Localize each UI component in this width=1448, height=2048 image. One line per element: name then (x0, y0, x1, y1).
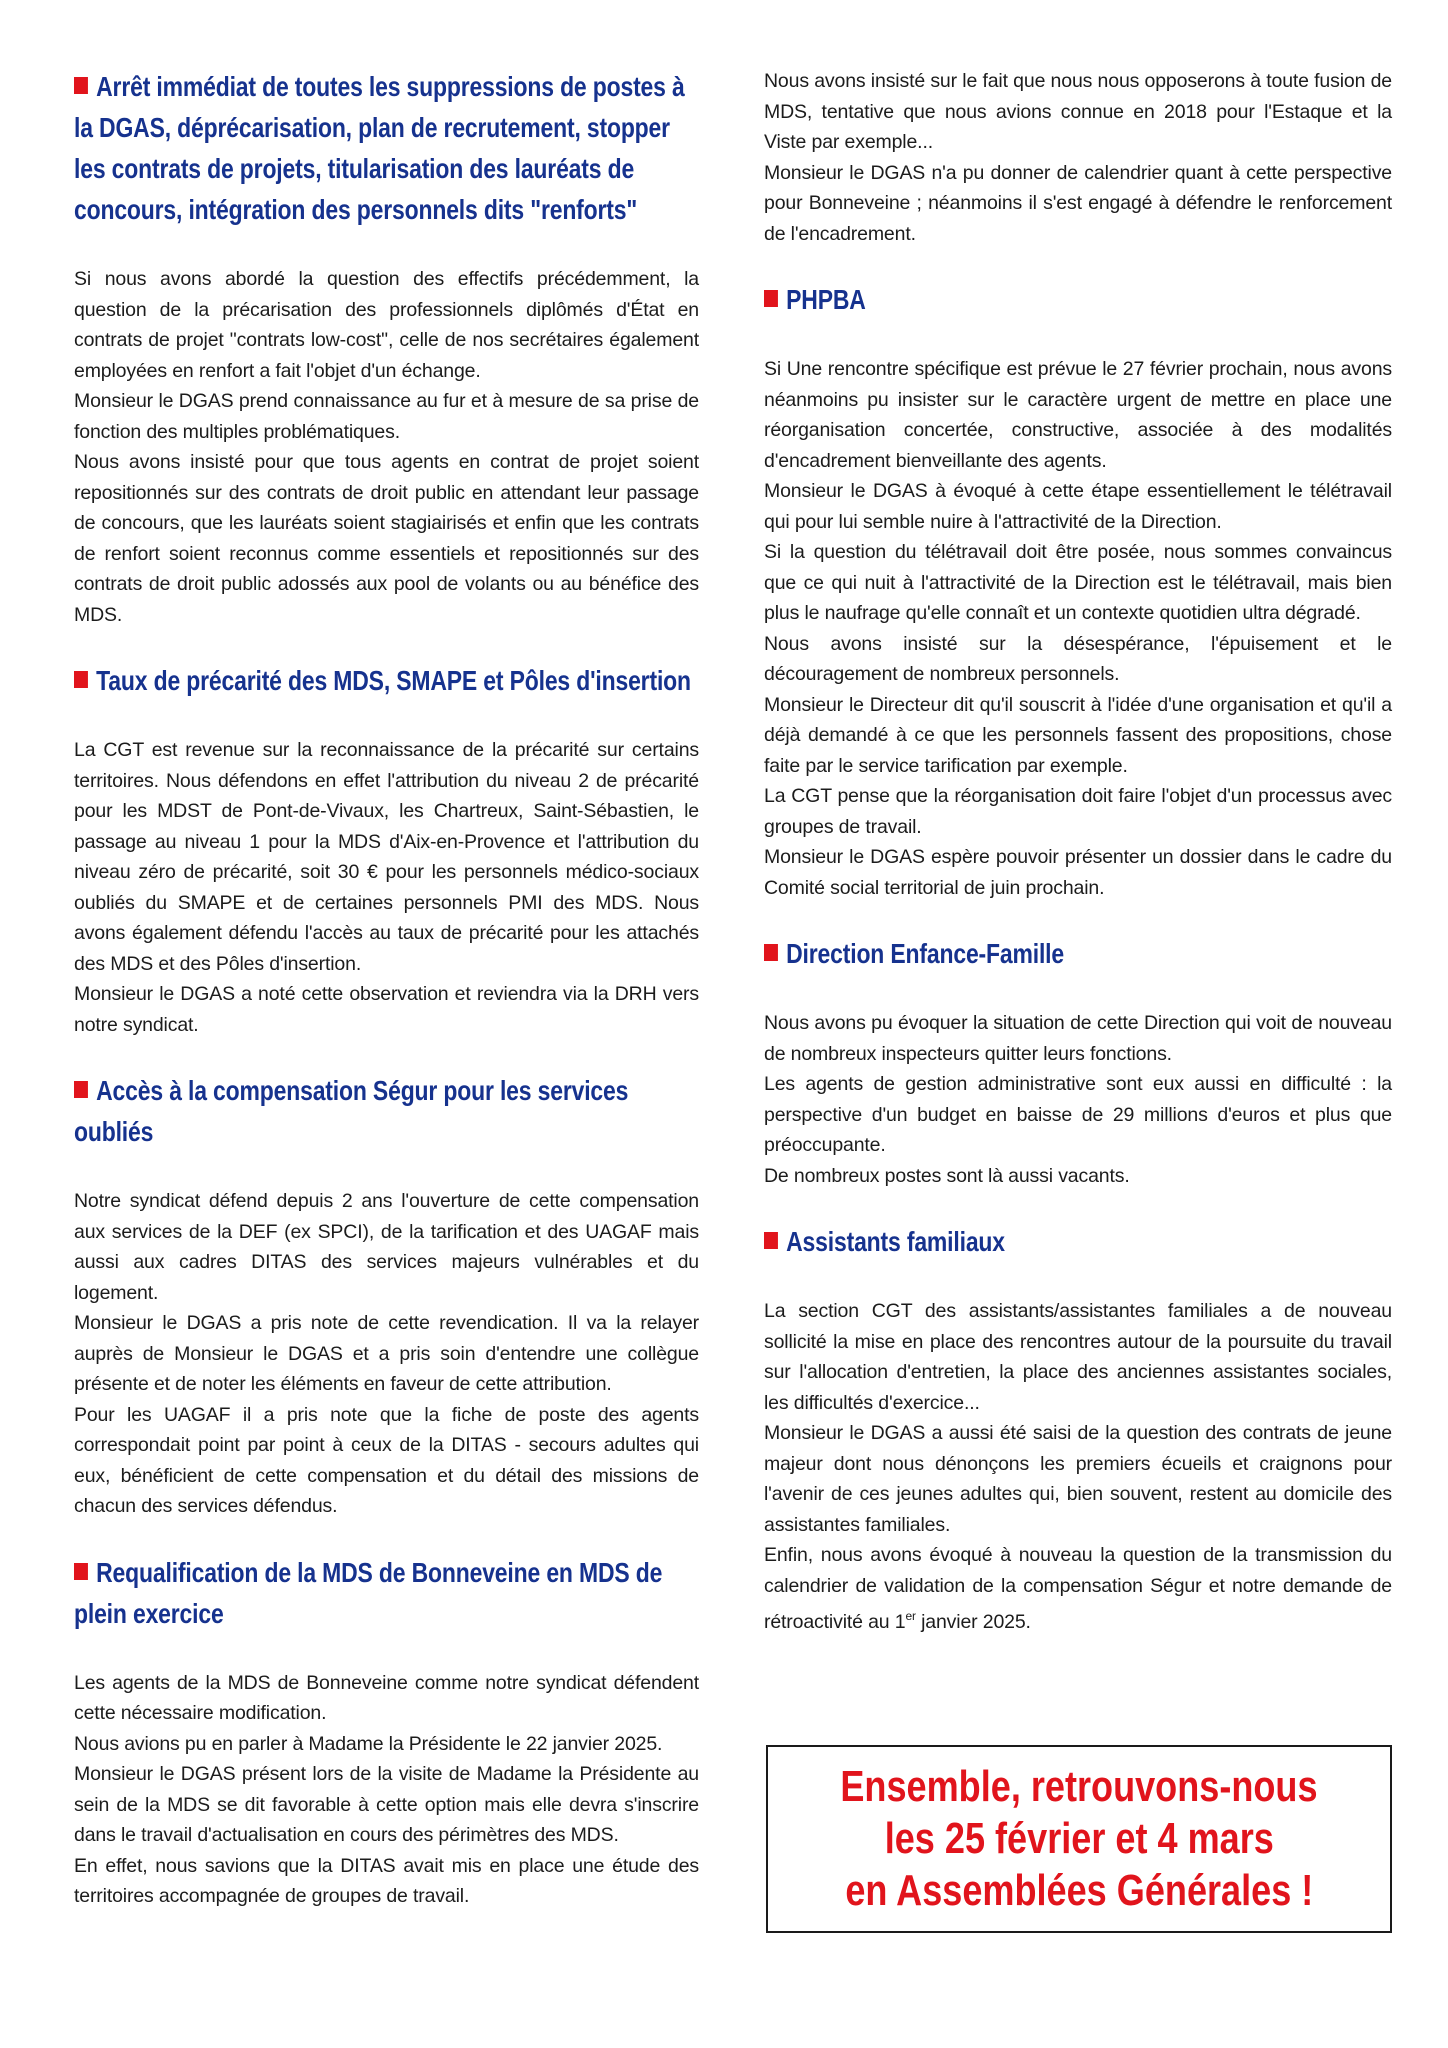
section-title: Direction Enfance-Famille (764, 933, 1392, 974)
section-compensation-segur (74, 1070, 699, 1522)
paragraph: Monsieur le Directeur dit qu'il souscrit à l'idée d'une organisation et qu'il a déjà demandé à ce que les personnels fassent des propositions, chose faite par le service tarification par exemple. (764, 693, 1392, 777)
paragraph: Monsieur le DGAS prend connaissance au fur et à mesure de sa prise de fonction des multiples problématiques. (74, 390, 699, 443)
section-body (74, 264, 699, 630)
paragraph: La section CGT des assistants/assistantes familiales a de nouveau sollicité la mise en place des rencontres autour de la poursuite du travail sur l'allocation d'entretien, la place des anciennes assistantes sociales, les difficultés d'exercice... (764, 1300, 1392, 1414)
red-square-bullet-icon (74, 77, 88, 94)
section-body (74, 1668, 699, 1912)
cta-line: en Assemblées Générales ! (845, 1866, 1313, 1915)
paragraph: Monsieur le DGAS a noté cette observation et reviendra via la DRH vers notre syndicat. (74, 983, 699, 1036)
section-taux-precarite (74, 660, 699, 1040)
red-square-bullet-icon (74, 1563, 88, 1580)
paragraph: Les agents de la MDS de Bonneveine comme notre syndicat défendent cette nécessaire modification. (74, 1671, 699, 1724)
section-requalification-bonneveine (74, 1552, 699, 1912)
section-title: PHPBA (764, 279, 1392, 320)
paragraph: Monsieur le DGAS a pris note de cette revendication. Il va la relayer auprès de Monsieur le DGAS et a pris soin d'entendre une collègue présente et de noter les éléments en faveur de cette attribution. (74, 1312, 699, 1395)
red-square-bullet-icon (764, 944, 778, 961)
paragraph: Nous avons insisté sur la désespérance, l'épuisement et le découragement de nombreux personnels. (764, 632, 1392, 685)
paragraph: Si Une rencontre spécifique est prévue le 27 février prochain, nous avons néanmoins pu insister sur le caractère urgent de mettre en place une réorganisation concertée, constructive, associée à des modalités d'encadrement bienveillante des agents. (764, 358, 1392, 472)
paragraph: Nous avons pu évoquer la situation de cette Direction qui voit de nouveau de nombreux inspecteurs quitter leurs fonctions. (764, 1012, 1392, 1065)
paragraph: Notre syndicat défend depuis 2 ans l'ouverture de cette compensation aux services de la DEF (ex SPCI), de la tarification et des UAGAF mais aussi aux cadres DITAS des services majeurs vulnérables et du logement. (74, 1190, 699, 1304)
section-direction-enfance-famille (764, 933, 1392, 1191)
red-square-bullet-icon (74, 671, 88, 688)
paragraph: La CGT pense que la réorganisation doit faire l'objet d'un processus avec groupes de travail. (764, 785, 1392, 838)
paragraph: Si la question du télétravail doit être posée, nous sommes convaincus que ce qui nuit à l'attractivité de la Direction est le télétravail, mais bien plus le naufrage qu'elle connaît et un contexte quotidien ultra dégradé. (764, 541, 1392, 624)
section-title: Taux de précarité des MDS, SMAPE et Pôles d'insertion (74, 660, 699, 701)
cta-line: Ensemble, retrouvons-nous (840, 1762, 1318, 1811)
section-suppressions-postes (74, 66, 699, 630)
paragraph: Monsieur le DGAS a aussi été saisi de la question des contrats de jeune majeur dont nous dénonçons les premiers écueils et craignons pour l'avenir de ces jeunes adultes qui, bien souvent, restent au domicile des assistantes familiales. (764, 1422, 1392, 1536)
red-square-bullet-icon (764, 290, 778, 307)
section-body (74, 735, 699, 1040)
bonneveine-continuation (764, 66, 1392, 249)
paragraph: Monsieur le DGAS présent lors de la visite de Madame la Présidente au sein de la MDS se dit favorable à cette option mais elle devra s'inscrire dans le travail d'actualisation en cours des périmètres des MDS. (74, 1763, 699, 1846)
call-to-action-box (766, 1745, 1392, 1933)
section-title: Assistants familiaux (764, 1221, 1392, 1262)
section-body (764, 1008, 1392, 1191)
paragraph: Les agents de gestion administrative sont eux aussi en difficulté : la perspective d'un budget en baisse de 29 millions d'euros et plus que préoccupante. (764, 1073, 1392, 1156)
section-assistants-familiaux (764, 1221, 1392, 1638)
right-column (764, 66, 1392, 1638)
paragraph: Pour les UAGAF il a pris note que la fiche de poste des agents correspondait point par point à ceux de la DITAS - secours adultes qui eux, bénéficient de cette compensation et du détail des missions de chacun des services défendus. (74, 1403, 699, 1517)
paragraph: De nombreux postes sont là aussi vacants. (764, 1164, 1130, 1187)
paragraph: Nous avions pu en parler à Madame la Présidente le 22 janvier 2025. (74, 1732, 663, 1755)
section-title: Accès à la compensation Ségur pour les services oubliés (74, 1075, 629, 1147)
red-square-bullet-icon (74, 1081, 88, 1098)
paragraph: Monsieur le DGAS n'a pu donner de calendrier quant à cette perspective pour Bonneveine ; néanmoins il s'est engagé à défendre le renforcement de l'encadrement. (764, 161, 1392, 245)
red-square-bullet-icon (764, 1232, 778, 1249)
paragraph: Enfin, nous avons évoqué à nouveau la question de la transmission du calendrier de validation de la compensation Ségur et notre demande de rétroactivité au 1er janvier 2025. (764, 1544, 1392, 1633)
section-title: Requalification de la MDS de Bonneveine en MDS de plein exercice (74, 1556, 663, 1629)
paragraph: Monsieur le DGAS à évoqué à cette étape essentiellement le télétravail qui pour lui semble nuire à l'attractivité de la Direction. (764, 480, 1392, 533)
superscript: er (905, 1609, 916, 1623)
cta-line: les 25 février et 4 mars (884, 1814, 1274, 1863)
section-body (764, 1296, 1392, 1638)
section-body (74, 1186, 699, 1522)
left-column (74, 66, 699, 1912)
paragraph: Nous avons insisté sur le fait que nous nous opposerons à toute fusion de MDS, tentative que nous avions connue en 2018 pour l'Estaque et la Viste par exemple... (764, 70, 1392, 153)
section-phpba (764, 279, 1392, 903)
paragraph: En effet, nous savions que la DITAS avait mis en place une étude des territoires accompagnée de groupes de travail. (74, 1854, 699, 1907)
paragraph: Si nous avons abordé la question des effectifs précédemment, la question de la précarisation des professionnels diplômés d'État en contrats de projet "contrats low-cost", celle de nos secrétaires également employées en renfort a fait l'objet d'un échange. (74, 268, 699, 382)
paragraph: Nous avons insisté pour que tous agents en contrat de projet soient repositionnés sur des contrats de droit public en attendant leur passage de concours, que les lauréats soient stagiairisés et enfin que les contrats de renfort soient reconnus comme essentiels et repositionnés sur des contrats de droit public adossés aux pool de volants ou au bénéfice des MDS. (74, 451, 699, 626)
paragraph: La CGT est revenue sur la reconnaissance de la précarité sur certains territoires. Nous défendons en effet l'attribution du niveau 2 de précarité pour les MDST de Pont-de-Vivaux, les Chartreux, Saint-Sébastien, le passage au niveau 1 pour la MDS d'Aix-en-Provence et l'attribution du niveau zéro de précarité, soit 30 € pour les personnels médico-sociaux oubliés du SMAPE et de certaines personnels PMI des MDS. Nous avons également défendu l'accès au taux de précarité pour les attachés des MDS et des Pôles d'insertion. (74, 739, 699, 975)
section-title: Arrêt immédiat de toutes les suppressions de postes à la DGAS, déprécarisation, plan de recrutement, stopper les contrats de projets, titularisation des lauréats de concours, intégration des personnels dits "renforts" (74, 71, 685, 225)
section-body (764, 354, 1392, 903)
paragraph: Monsieur le DGAS espère pouvoir présenter un dossier dans le cadre du Comité social territorial de juin prochain. (764, 846, 1392, 899)
